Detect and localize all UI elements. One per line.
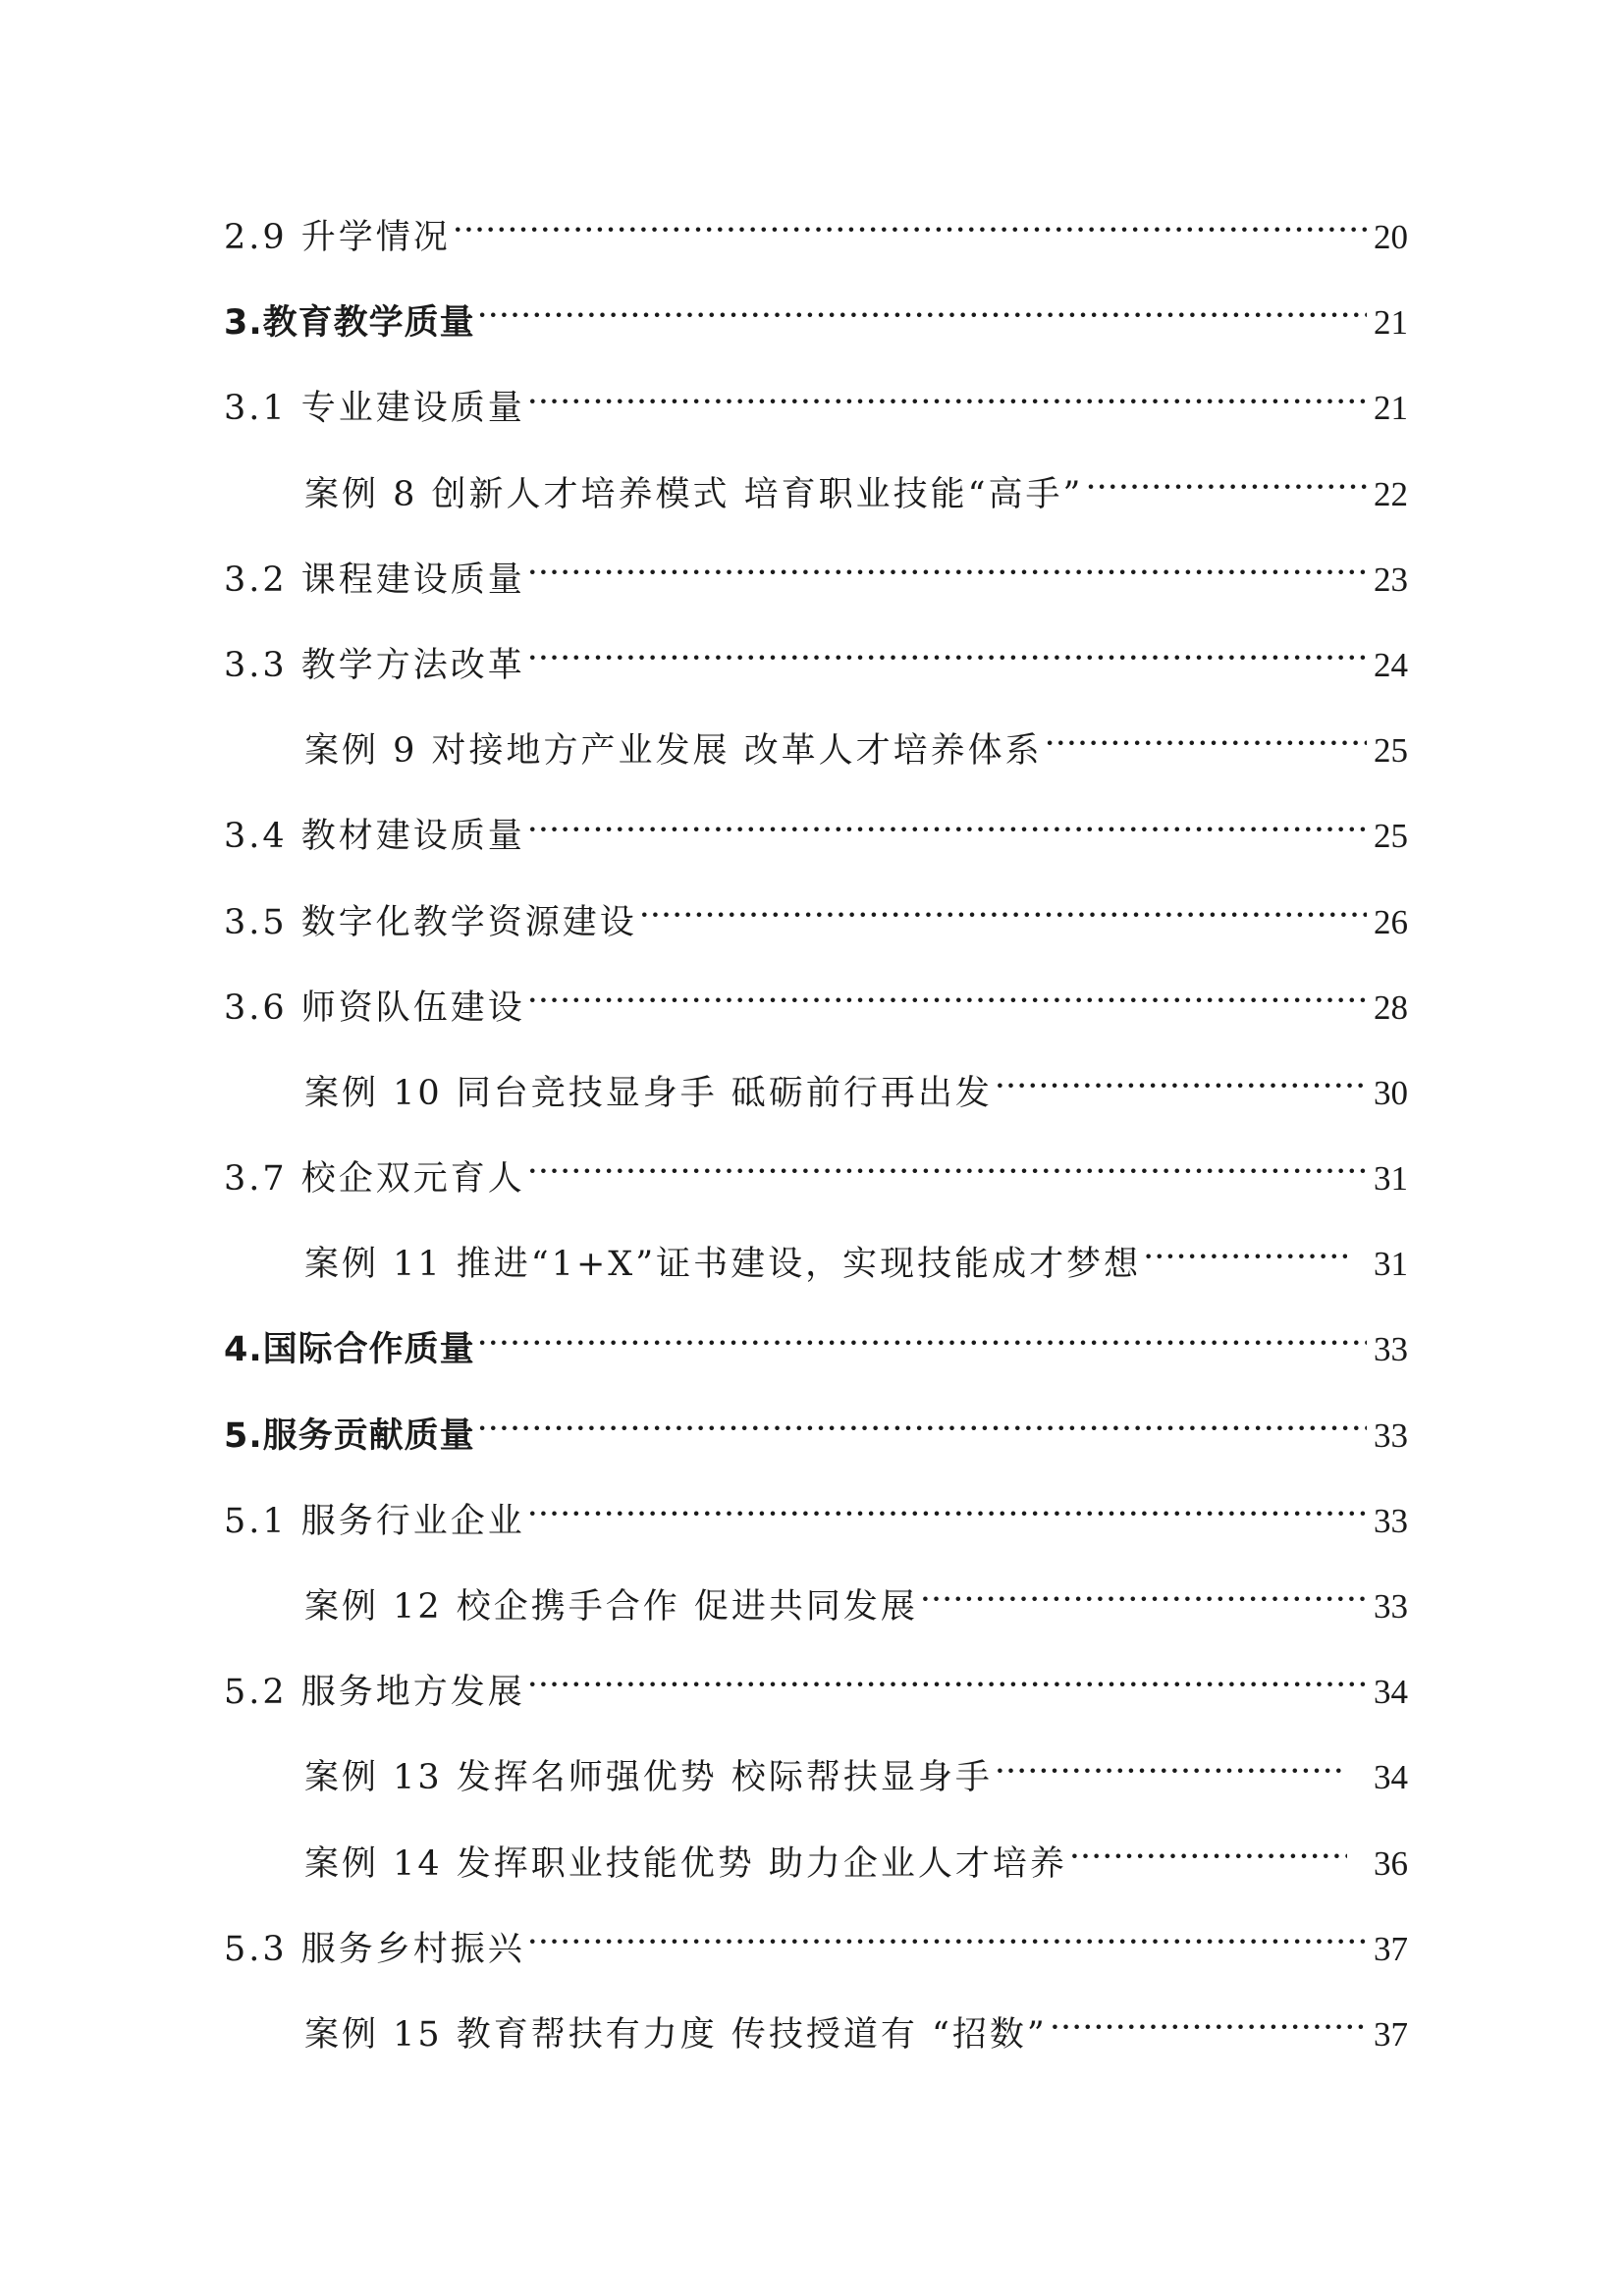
- toc-entry[interactable]: [224, 2007, 1408, 2093]
- toc-entry[interactable]: [224, 1322, 1408, 1408]
- toc-entry-label: 案例 10 同台竞技显身手 砥砺前行再出发: [304, 1073, 993, 1113]
- toc-entry[interactable]: [224, 809, 1408, 894]
- toc-entry[interactable]: [224, 981, 1408, 1066]
- toc-entry-label: 案例 9 对接地方产业发展 改革人才培养体系: [304, 731, 1043, 772]
- toc-entry[interactable]: [224, 1237, 1408, 1322]
- toc-page-number: 33: [1374, 1415, 1408, 1455]
- toc-dot-leader: [1050, 2011, 1367, 2046]
- toc-dot-leader: [477, 1326, 1367, 1361]
- toc-page-number: 22: [1374, 474, 1408, 513]
- toc-dot-leader: [920, 1583, 1367, 1618]
- toc-entry-label: 2.9 升学情况: [224, 218, 451, 257]
- toc-entry[interactable]: [224, 1837, 1408, 1922]
- toc-entry[interactable]: [224, 895, 1408, 981]
- toc-entry-label: 5.服务贡献质量: [224, 1415, 475, 1456]
- toc-entry-label: 案例 8 创新人才培养模式 培育职业技能“高手”: [304, 474, 1084, 514]
- toc-entry-label: 3.4 教材建设质量: [224, 817, 525, 857]
- toc-entry[interactable]: [224, 467, 1408, 553]
- toc-entry[interactable]: [224, 1066, 1408, 1151]
- toc-dot-leader: [527, 642, 1367, 676]
- toc-page-number: 33: [1374, 1587, 1408, 1626]
- toc-dot-leader: [477, 299, 1367, 334]
- toc-dot-leader: [1069, 1841, 1347, 1875]
- toc-entry-label: 4.国际合作质量: [224, 1330, 475, 1370]
- toc-dot-leader: [1045, 727, 1367, 762]
- toc-entry-label: 案例 12 校企携手合作 促进共同发展: [304, 1587, 918, 1627]
- toc-dot-leader: [527, 385, 1367, 419]
- toc-entry[interactable]: [224, 1151, 1408, 1237]
- toc-entry-label: 5.1 服务行业企业: [224, 1501, 525, 1541]
- toc-page-number: 36: [1374, 1843, 1408, 1883]
- toc-entry-label: 3.6 师资队伍建设: [224, 988, 525, 1028]
- toc-page-number: 28: [1374, 988, 1408, 1027]
- toc-page-number: 31: [1374, 1245, 1408, 1284]
- toc-page-number: 34: [1374, 1758, 1408, 1797]
- toc-entry[interactable]: [224, 210, 1408, 295]
- toc-page-number: 26: [1374, 902, 1408, 941]
- toc-entry[interactable]: [224, 381, 1408, 466]
- toc-dot-leader: [1085, 471, 1367, 506]
- toc-dot-leader: [639, 899, 1367, 934]
- toc-entry-label: 5.3 服务乡村振兴: [224, 1929, 525, 1969]
- toc-entry-label: 3.1 专业建设质量: [224, 389, 525, 429]
- toc-dot-leader: [527, 1498, 1367, 1532]
- toc-page-number: 25: [1374, 731, 1408, 771]
- toc-page-number: 21: [1374, 389, 1408, 428]
- toc-dot-leader: [527, 985, 1367, 1019]
- toc-entry-label: 3.7 校企双元育人: [224, 1159, 525, 1200]
- toc-entry[interactable]: [224, 1409, 1408, 1494]
- toc-dot-leader: [527, 1926, 1367, 1960]
- toc-entry[interactable]: [224, 1579, 1408, 1665]
- toc-entry-label: 5.2 服务地方发展: [224, 1673, 525, 1713]
- toc-entry-label: 3.5 数字化教学资源建设: [224, 902, 637, 942]
- toc-dot-leader: [527, 813, 1367, 847]
- toc-dot-leader: [1143, 1241, 1347, 1275]
- toc-page-number: 20: [1374, 218, 1408, 256]
- toc-entry-label: 案例 14 发挥职业技能优势 助力企业人才培养: [304, 1843, 1067, 1884]
- toc-dot-leader: [527, 1669, 1367, 1703]
- toc-entry[interactable]: [224, 638, 1408, 723]
- toc-entry[interactable]: [224, 553, 1408, 638]
- toc-dot-leader: [527, 1155, 1367, 1190]
- toc-entry[interactable]: [224, 295, 1408, 381]
- toc-page-number: 37: [1374, 1929, 1408, 1968]
- toc-entry-label: 案例 15 教育帮扶有力度 传技授道有 “招数”: [304, 2014, 1048, 2055]
- toc-dot-leader: [453, 214, 1367, 248]
- toc-entry-label: 案例 11 推进“1+X”证书建设，实现技能成才梦想: [304, 1245, 1142, 1285]
- toc-page-number: 24: [1374, 645, 1408, 684]
- toc-dot-leader: [477, 1413, 1367, 1447]
- toc-entry[interactable]: [224, 1665, 1408, 1750]
- toc-dot-leader: [995, 1070, 1367, 1104]
- toc-entry[interactable]: [224, 1494, 1408, 1579]
- toc-entry[interactable]: [224, 1750, 1408, 1836]
- toc-entry[interactable]: [224, 723, 1408, 809]
- toc-page-number: 33: [1374, 1501, 1408, 1540]
- toc-page-number: 31: [1374, 1159, 1408, 1199]
- toc-entry-label: 案例 13 发挥名师强优势 校际帮扶显身手: [304, 1758, 993, 1798]
- toc-entry-label: 3.教育教学质量: [224, 303, 475, 344]
- toc-dot-leader: [995, 1754, 1347, 1789]
- toc-page-number: 37: [1374, 2014, 1408, 2054]
- toc-page-number: 25: [1374, 817, 1408, 856]
- toc-dot-leader: [527, 557, 1367, 591]
- toc-page-number: 30: [1374, 1073, 1408, 1112]
- table-of-contents: [224, 210, 1408, 2093]
- toc-entry[interactable]: [224, 1922, 1408, 2007]
- toc-entry-label: 3.2 课程建设质量: [224, 560, 525, 600]
- toc-page-number: 21: [1374, 303, 1408, 343]
- toc-page-number: 33: [1374, 1330, 1408, 1369]
- toc-page-number: 23: [1374, 560, 1408, 599]
- toc-page-number: 34: [1374, 1673, 1408, 1712]
- toc-entry-label: 3.3 教学方法改革: [224, 645, 525, 685]
